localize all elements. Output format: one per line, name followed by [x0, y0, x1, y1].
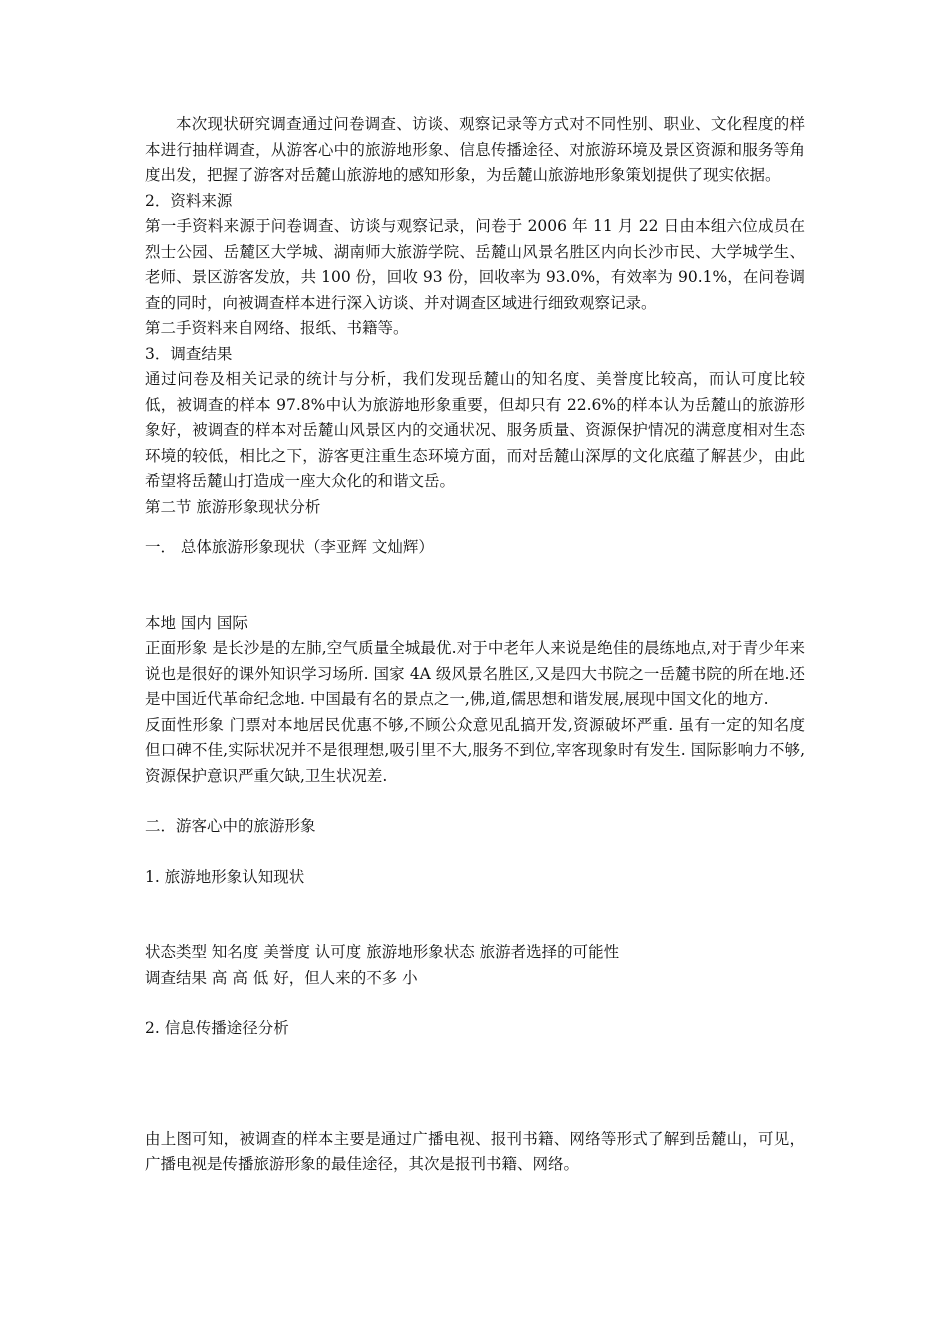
primary-data-paragraph: 第一手资料来源于问卷调查、访谈与观察记录，问卷于 2006 年 11 月 22 日由本组六位成员在烈士公园、岳麓区大学城、湖南师大旅游学院、岳麓山风景名胜区内向长沙市民、大学城学生、老师、景区游客发放，共 100 份，回收 93 份，回收率为 93.0%，有效率为 90.1%，在问卷调查的同时，向被调查样本进行深入访谈、并对调查区域进行细致观察记录。: [145, 217, 805, 312]
section-heading-results: 3．调查结果: [145, 344, 233, 363]
intro-paragraph: 本次现状研究调查通过问卷调查、访谈、观察记录等方式对不同性别、职业、文化程度的样本进行抽样调查，从游客心中的旅游地形象、信息传播途径、对旅游环境及景区资源和服务等角度出发，把握了游客对岳麓山旅游地的感知形象，为岳麓山旅游地形象策划提供了现实依据。: [145, 115, 805, 184]
results-paragraph: 通过问卷及相关记录的统计与分析，我们发现岳麓山的知名度、美誉度比较高，而认可度比较低，被调查的样本 97.8%中认为旅游地形象重要，但却只有 22.6%的样本认为岳麓山的旅游形象好，被调查的样本对岳麓山风景区内的交通状况、服务质量、资源保护情况的满意度相对生态环境的较低，相比之下，游客更注重生态环境方面，而对岳麓山深厚的文化底蕴了解甚少，由此希望将岳麓山打造成一座大众化的和谐文岳。: [145, 370, 805, 490]
negative-image-paragraph: 反面性形象 门票对本地居民优惠不够,不顾公众意见乱搞开发,资源破坏严重. 虽有一定的知名度但口碑不佳,实际状况并不是很理想,吸引里不大,服务不到位,宰客现象时有发生. 国际影响力不够,资源保护意识严重欠缺,卫生状况差.: [145, 715, 805, 785]
image-table-header: 本地 国内 国际: [145, 613, 248, 632]
document-body: [145, 112, 805, 1178]
status-table-header: 状态类型 知名度 美誉度 认可度 旅游地形象状态 旅游者选择的可能性: [145, 943, 620, 961]
positive-image-paragraph: 正面形象 是长沙是的左肺,空气质量全城最优.对于中老年人来说是绝佳的晨练地点,对于青少年来说也是很好的课外知识学习场所. 国家 4A 级风景名胜区,又是四大书院之一岳麓书院的所在地.还是中国近代革命纪念地. 中国最有名的景点之一,佛,道,儒思想和谐发展,展现中国文化的地方.: [145, 639, 805, 708]
status-table-row: 调查结果 高 高 低 好，但人来的不多 小: [145, 968, 418, 987]
part2-heading: 二．游客心中的旅游形象: [145, 817, 316, 835]
subsection-heading-channels: 2. 信息传播途径分析: [145, 1019, 289, 1037]
conclusion-paragraph: 由上图可知，被调查的样本主要是通过广播电视、报刊书籍、网络等形式了解到岳麓山，可见，广播电视是传播旅游形象的最佳途径，其次是报刊书籍、网络。: [145, 1129, 805, 1173]
subsection-heading-cognition: 1. 旅游地形象认知现状: [145, 867, 305, 886]
part1-heading: 一． 总体旅游形象现状（李亚辉 文灿辉）: [145, 538, 434, 556]
section-heading-data-source: 2．资料来源: [145, 191, 233, 210]
section-title-image-analysis: 第二节 旅游形象现状分析: [145, 497, 321, 516]
secondary-data-paragraph: 第二手资料来自网络、报纸、书籍等。: [145, 319, 409, 337]
